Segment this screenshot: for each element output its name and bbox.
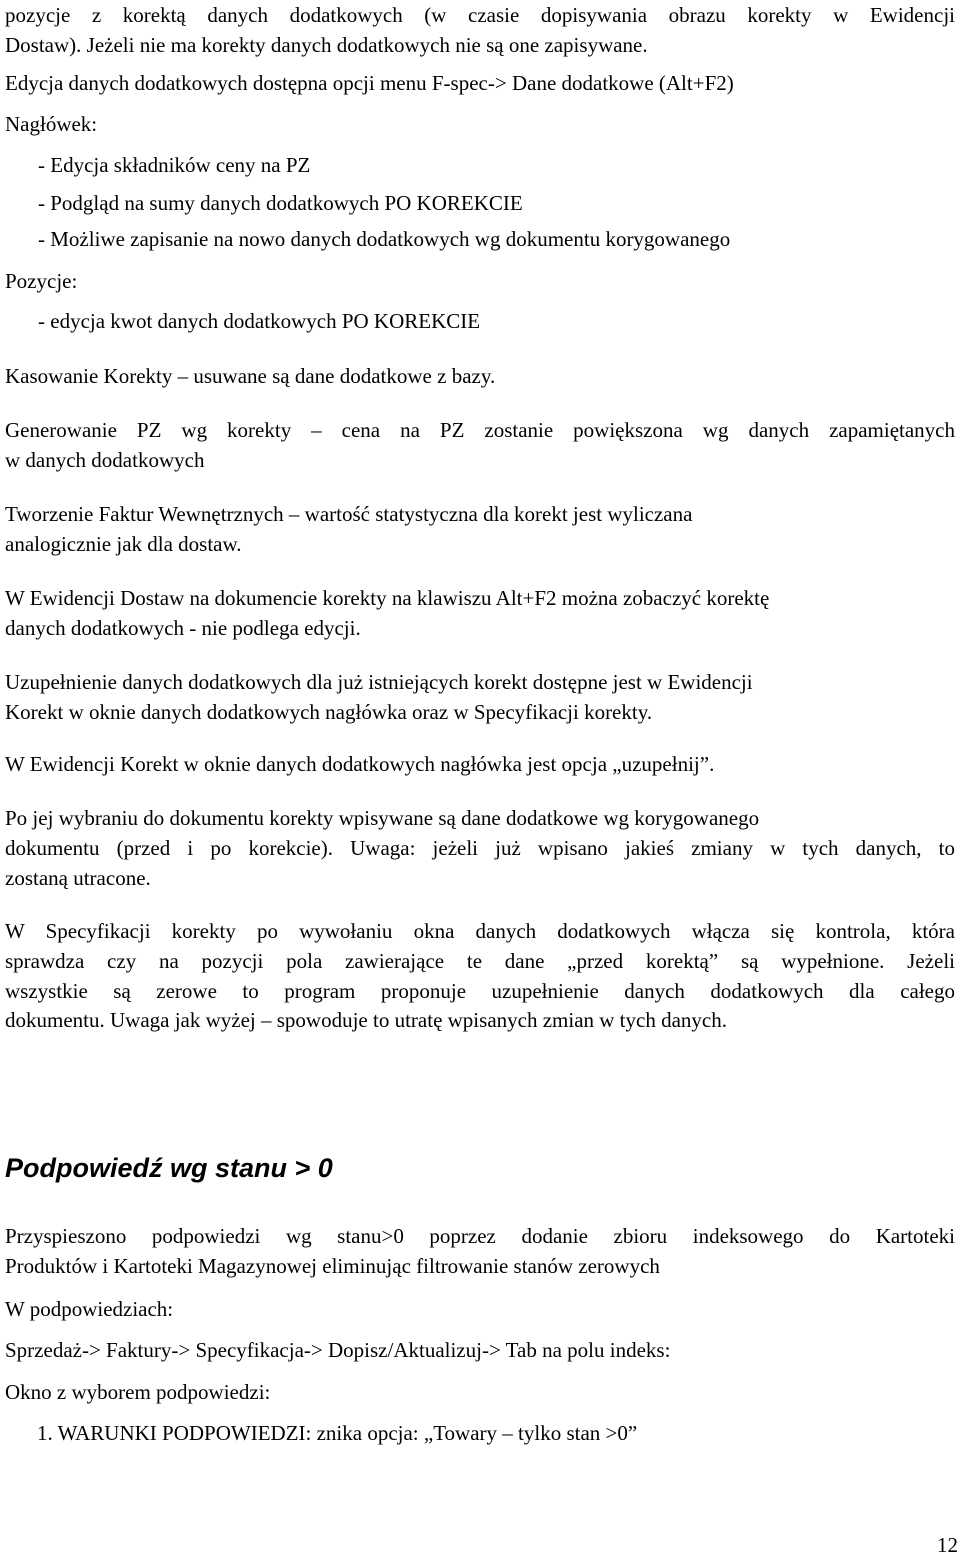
generowanie-line-2: w danych dodatkowych — [5, 448, 205, 472]
section2-intro-line-2: Produktów i Kartoteki Magazynowej eliminując filtrowanie stanów zerowych — [5, 1254, 660, 1278]
positions-section-label: Pozycje: — [5, 269, 78, 293]
tworzenie-line-2: analogicznie jak dla dostaw. — [5, 532, 242, 556]
positions-item-1: - edycja kwot danych dodatkowych PO KOREKCIE — [38, 309, 481, 333]
uzupelnienie-line-2: Korekt w oknie danych dodatkowych nagłówka oraz w Specyfikacji korekty. — [5, 700, 653, 724]
tworzenie-line-1: Tworzenie Faktur Wewnętrznych – wartość statystyczna dla korekt jest wyliczana — [5, 502, 693, 526]
intro-line-2: Dostaw). Jeżeli nie ma korekty danych dodatkowych nie są one zapisywane. — [5, 33, 648, 57]
w-podpowiedziach-label: W podpowiedziach: — [5, 1297, 174, 1321]
kasowanie-paragraph: Kasowanie Korekty – usuwane są dane dodatkowe z bazy. — [5, 364, 496, 388]
header-item-2: - Podgląd na sumy danych dodatkowych PO KOREKCIE — [38, 191, 523, 215]
section2-intro-line-1: Przyspieszono podpowiedzi wg stanu>0 poprzez dodanie zbioru indeksowego do Kartoteki — [5, 1224, 955, 1248]
specyfikacja-line-1: W Specyfikacji korekty po wywołaniu okna danych dodatkowych włącza się kontrola, która — [5, 919, 955, 943]
numbered-list-item-1: 1. WARUNKI PODPOWIEDZI: znika opcja: „Towary – tylko stan >0” — [37, 1421, 638, 1445]
specyfikacja-line-4: dokumentu. Uwaga jak wyżej – spowoduje to utratę wpisanych zmian w tych danych. — [5, 1008, 727, 1032]
section-heading: Podpowiedź wg stanu > 0 — [5, 1153, 333, 1183]
ewidencja-dostaw-line-2: danych dodatkowych - nie podlega edycji. — [5, 616, 361, 640]
menu-path-text: Sprzedaż-> Faktury-> Specyfikacja-> Dopisz/Aktualizuj-> Tab na polu indeks: — [5, 1338, 671, 1362]
header-section-label: Nagłówek: — [5, 112, 98, 136]
specyfikacja-line-3: wszystkie są zerowe to program proponuje uzupełnienie danych dodatkowych dla całego — [5, 979, 955, 1003]
specyfikacja-line-2: sprawdza czy na pozycji pola zawierające te dane „przed korektą” są wypełnione. Jeżeli — [5, 949, 955, 973]
header-item-3: - Możliwe zapisanie na nowo danych dodatkowych wg dokumentu korygowanego — [38, 227, 731, 251]
ewidencja-dostaw-line-1: W Ewidencji Dostaw na dokumencie korekty na klawiszu Alt+F2 można zobaczyć korektę — [5, 586, 770, 610]
header-item-1: - Edycja składników ceny na PZ — [38, 153, 311, 177]
po-wybraniu-line-2: dokumentu (przed i po korekcie). Uwaga: jeżeli już wpisano jakieś zmiany w tych danych, to — [5, 836, 955, 860]
okno-label: Okno z wyborem podpowiedzi: — [5, 1380, 271, 1404]
ewidencja-korekt-paragraph: W Ewidencji Korekt w oknie danych dodatkowych nagłówka jest opcja „uzupełnij”. — [5, 752, 715, 776]
generowanie-line-1: Generowanie PZ wg korekty – cena na PZ zostanie powiększona wg danych zapamiętanych — [5, 418, 955, 442]
po-wybraniu-line-3: zostaną utracone. — [5, 866, 151, 890]
intro-line-1: pozycje z korektą danych dodatkowych (w czasie dopisywania obrazu korekty w Ewidencji — [5, 3, 955, 27]
page-number: 12 — [937, 1533, 958, 1557]
po-wybraniu-line-1: Po jej wybraniu do dokumentu korekty wpisywane są dane dodatkowe wg korygowanego — [5, 806, 760, 830]
menu-access-text: Edycja danych dodatkowych dostępna opcji menu F-spec-> Dane dodatkowe (Alt+F2) — [5, 71, 734, 95]
uzupelnienie-line-1: Uzupełnienie danych dodatkowych dla już istniejących korekt dostępne jest w Ewidencji — [5, 670, 753, 694]
